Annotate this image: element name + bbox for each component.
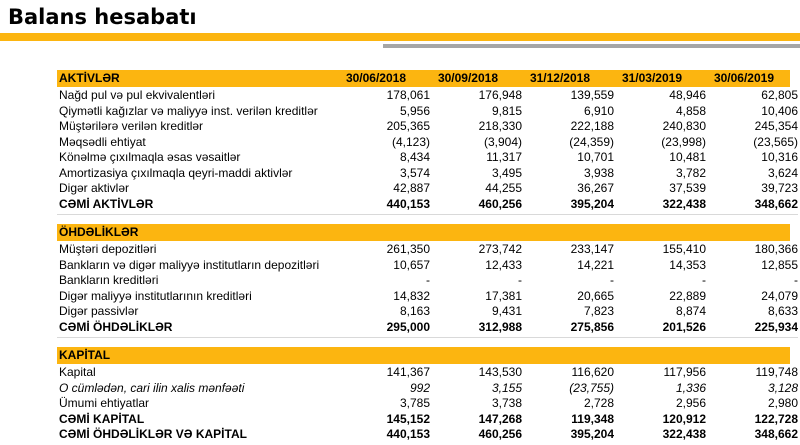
cell-value: 395,204 <box>570 427 614 441</box>
row-label: Qiymətli kağızlar və maliyyə inst. verilən kreditlər <box>59 103 318 118</box>
row-label: CƏMİ ÖHDƏLİKLƏR <box>59 319 173 334</box>
row-label: Digər passivlər <box>59 304 139 318</box>
cell-value: (23,998) <box>661 134 706 149</box>
cell-value: 322,438 <box>662 427 706 441</box>
cell-value: 9,431 <box>491 304 522 318</box>
column-header <box>330 224 422 241</box>
cell-value: 460,256 <box>478 196 522 211</box>
table-row <box>57 289 798 305</box>
section-kapital <box>57 347 798 445</box>
cell-value: 10,316 <box>761 150 798 164</box>
section-title: KAPİTAL <box>59 348 111 362</box>
cell-value: 12,433 <box>485 257 522 272</box>
row-label: Məqsədli ehtiyat <box>59 134 146 149</box>
cell-value: 12,855 <box>761 257 798 272</box>
cell-value: 120,912 <box>662 411 706 426</box>
cell-value: 2,980 <box>767 396 798 410</box>
cell-value: 245,354 <box>754 119 798 133</box>
table-row <box>57 166 798 182</box>
table-row <box>57 181 798 197</box>
column-header: 31/12/2018 <box>529 71 590 85</box>
row-label: Könəlmə çıxılmaqla əsas vəsaitlər <box>59 150 241 164</box>
cell-value: 440,153 <box>386 427 430 441</box>
table-row <box>57 304 798 320</box>
cell-value: 395,204 <box>570 196 614 211</box>
cell-value: 275,856 <box>570 319 614 334</box>
table-row <box>57 150 798 166</box>
cell-value: 440,153 <box>386 196 430 211</box>
section-aktivler <box>57 70 798 215</box>
cell-value: 119,348 <box>571 411 614 426</box>
table-row <box>57 427 798 443</box>
cell-value: 10,657 <box>393 257 430 272</box>
cell-value: (23,565) <box>753 134 798 149</box>
column-header <box>514 224 606 241</box>
cell-value: 460,256 <box>478 427 522 441</box>
cell-value: 10,701 <box>577 150 614 164</box>
table-row <box>57 396 798 412</box>
cell-value: 2,956 <box>675 396 706 410</box>
column-header <box>330 347 422 364</box>
cell-value: 273,742 <box>478 242 522 256</box>
column-header: 31/03/2019 <box>621 71 682 85</box>
cell-value: 180,366 <box>754 242 798 256</box>
column-header <box>514 347 606 364</box>
table-row <box>57 197 798 213</box>
section-header-ohdelikler <box>57 224 790 241</box>
column-header: 30/06/2019 <box>713 71 774 85</box>
cell-value: 155,410 <box>662 242 706 256</box>
cell-value: 117,956 <box>663 365 706 379</box>
cell-value: 8,874 <box>675 304 706 318</box>
cell-value: 261,350 <box>386 242 430 256</box>
row-label: CƏMİ KAPİTAL <box>59 411 145 426</box>
cell-value: 225,934 <box>754 319 798 334</box>
section-ohdelikler <box>57 224 798 338</box>
column-header <box>698 347 790 364</box>
cell-value: 222,188 <box>570 119 614 133</box>
cell-value: - <box>610 273 614 287</box>
report-page <box>0 4 800 445</box>
column-header: 30/09/2018 <box>437 71 498 85</box>
row-label: Digər aktivlər <box>59 181 130 195</box>
cell-value: 4,858 <box>675 103 706 118</box>
cell-value: 147,268 <box>478 411 522 426</box>
cell-value: 348,662 <box>754 427 798 441</box>
cell-value: (3,904) <box>483 134 522 149</box>
cell-value: 312,988 <box>478 319 522 334</box>
cell-value: 348,662 <box>754 196 798 211</box>
table-row <box>57 258 798 274</box>
cell-value: 992 <box>409 380 430 395</box>
cell-value: 20,665 <box>577 288 614 303</box>
cell-value: 9,815 <box>491 103 522 118</box>
cell-value: 119,748 <box>755 365 798 379</box>
cell-value: 3,495 <box>491 165 522 180</box>
column-header <box>606 224 698 241</box>
cell-value: 1,336 <box>675 380 706 395</box>
cell-value: 5,956 <box>399 103 430 118</box>
column-header <box>422 347 514 364</box>
cell-value: 14,221 <box>577 257 614 272</box>
title-accent-bar <box>0 33 800 41</box>
section-header-kapital <box>57 347 790 364</box>
table-row <box>57 119 798 135</box>
row-label: Ümumi ehtiyatlar <box>59 396 150 410</box>
cell-value: 3,738 <box>491 396 522 410</box>
cell-value: 3,785 <box>399 396 430 410</box>
cell-value: 10,481 <box>669 150 706 164</box>
cell-value: 36,267 <box>577 181 614 195</box>
cell-value: 3,782 <box>675 165 706 180</box>
cell-value: 62,805 <box>761 88 798 102</box>
section-title: ÖHDƏLİKLƏR <box>59 225 139 239</box>
column-header <box>698 224 790 241</box>
cell-value: 10,406 <box>761 103 798 118</box>
cell-value: 145,152 <box>386 411 430 426</box>
cell-value: 295,000 <box>386 319 430 334</box>
cell-value: 205,365 <box>386 119 430 133</box>
cell-value: (24,359) <box>569 134 614 149</box>
section-title: AKTİVLƏR <box>59 71 120 85</box>
cell-value: 14,353 <box>669 257 706 272</box>
row-label: O cümlədən, cari ilin xalis mənfəəti <box>59 380 245 395</box>
table-row <box>57 88 798 104</box>
cell-value: 8,633 <box>767 304 798 318</box>
cell-value: 3,938 <box>583 165 614 180</box>
table-row <box>57 320 798 336</box>
cell-value: 7,823 <box>583 304 614 318</box>
table-row <box>57 412 798 428</box>
row-label: CƏMİ ÖHDƏLİKLƏR VƏ KAPİTAL <box>59 427 247 441</box>
cell-value: 3,624 <box>767 165 798 180</box>
row-label: Bankların kreditləri <box>59 273 159 287</box>
row-label: Kapital <box>59 365 96 379</box>
cell-value: (23,755) <box>569 380 614 395</box>
section-header-aktivler <box>57 70 790 87</box>
cell-value: 24,079 <box>761 288 798 303</box>
cell-value: 240,830 <box>662 119 706 133</box>
row-label: Digər maliyyə institutlarının kreditləri <box>59 288 252 303</box>
table-row <box>57 104 798 120</box>
cell-value: 42,887 <box>393 181 430 195</box>
cell-value: 176,948 <box>478 88 522 102</box>
column-header <box>422 224 514 241</box>
cell-value: 139,559 <box>570 88 614 102</box>
row-label: CƏMİ AKTİVLƏR <box>59 196 154 211</box>
cell-value: 143,530 <box>478 365 522 379</box>
cell-value: 122,728 <box>754 411 798 426</box>
table-row <box>57 273 798 289</box>
cell-value: (4,123) <box>391 134 430 149</box>
cell-value: 233,147 <box>570 242 614 256</box>
cell-value: - <box>518 273 522 287</box>
row-label: Müştəri depozitləri <box>59 242 157 256</box>
cell-value: 8,163 <box>399 304 430 318</box>
column-header <box>606 347 698 364</box>
cell-value: 322,438 <box>662 196 706 211</box>
cell-value: 141,367 <box>386 365 430 379</box>
table-row <box>57 381 798 397</box>
cell-value: 48,946 <box>669 88 706 102</box>
cell-value: 3,155 <box>491 380 522 395</box>
cell-value: 22,889 <box>669 288 706 303</box>
cell-value: 218,330 <box>478 119 522 133</box>
table-row <box>57 135 798 151</box>
cell-value: - <box>702 273 706 287</box>
table-row <box>57 365 798 381</box>
balance-sheet-table <box>57 70 798 445</box>
title-gray-bar <box>383 44 800 48</box>
cell-value: - <box>426 273 430 287</box>
cell-value: 3,128 <box>767 380 798 395</box>
cell-value: 116,620 <box>571 365 614 379</box>
cell-value: 6,910 <box>583 103 614 118</box>
row-label: Amortizasiya çıxılmaqla qeyri-maddi aktivlər <box>59 165 293 180</box>
cell-value: - <box>794 273 798 287</box>
row-label: Nağd pul və pul ekvivalentləri <box>59 88 216 102</box>
cell-value: 14,832 <box>393 288 430 303</box>
cell-value: 37,539 <box>669 181 706 195</box>
cell-value: 178,061 <box>386 88 430 102</box>
cell-value: 44,255 <box>485 181 522 195</box>
cell-value: 201,526 <box>662 319 706 334</box>
column-header: 30/06/2018 <box>345 71 406 85</box>
cell-value: 3,574 <box>399 165 430 180</box>
page-title: Balans hesabatı <box>8 5 197 29</box>
cell-value: 39,723 <box>761 181 798 195</box>
cell-value: 8,434 <box>399 150 430 164</box>
table-row <box>57 242 798 258</box>
cell-value: 2,728 <box>583 396 614 410</box>
cell-value: 17,381 <box>485 288 522 303</box>
cell-value: 11,317 <box>486 150 522 164</box>
row-label: Bankların və digər maliyyə institutların depozitləri <box>59 257 320 272</box>
row-label: Müştərilərə verilən kreditlər <box>59 119 204 133</box>
